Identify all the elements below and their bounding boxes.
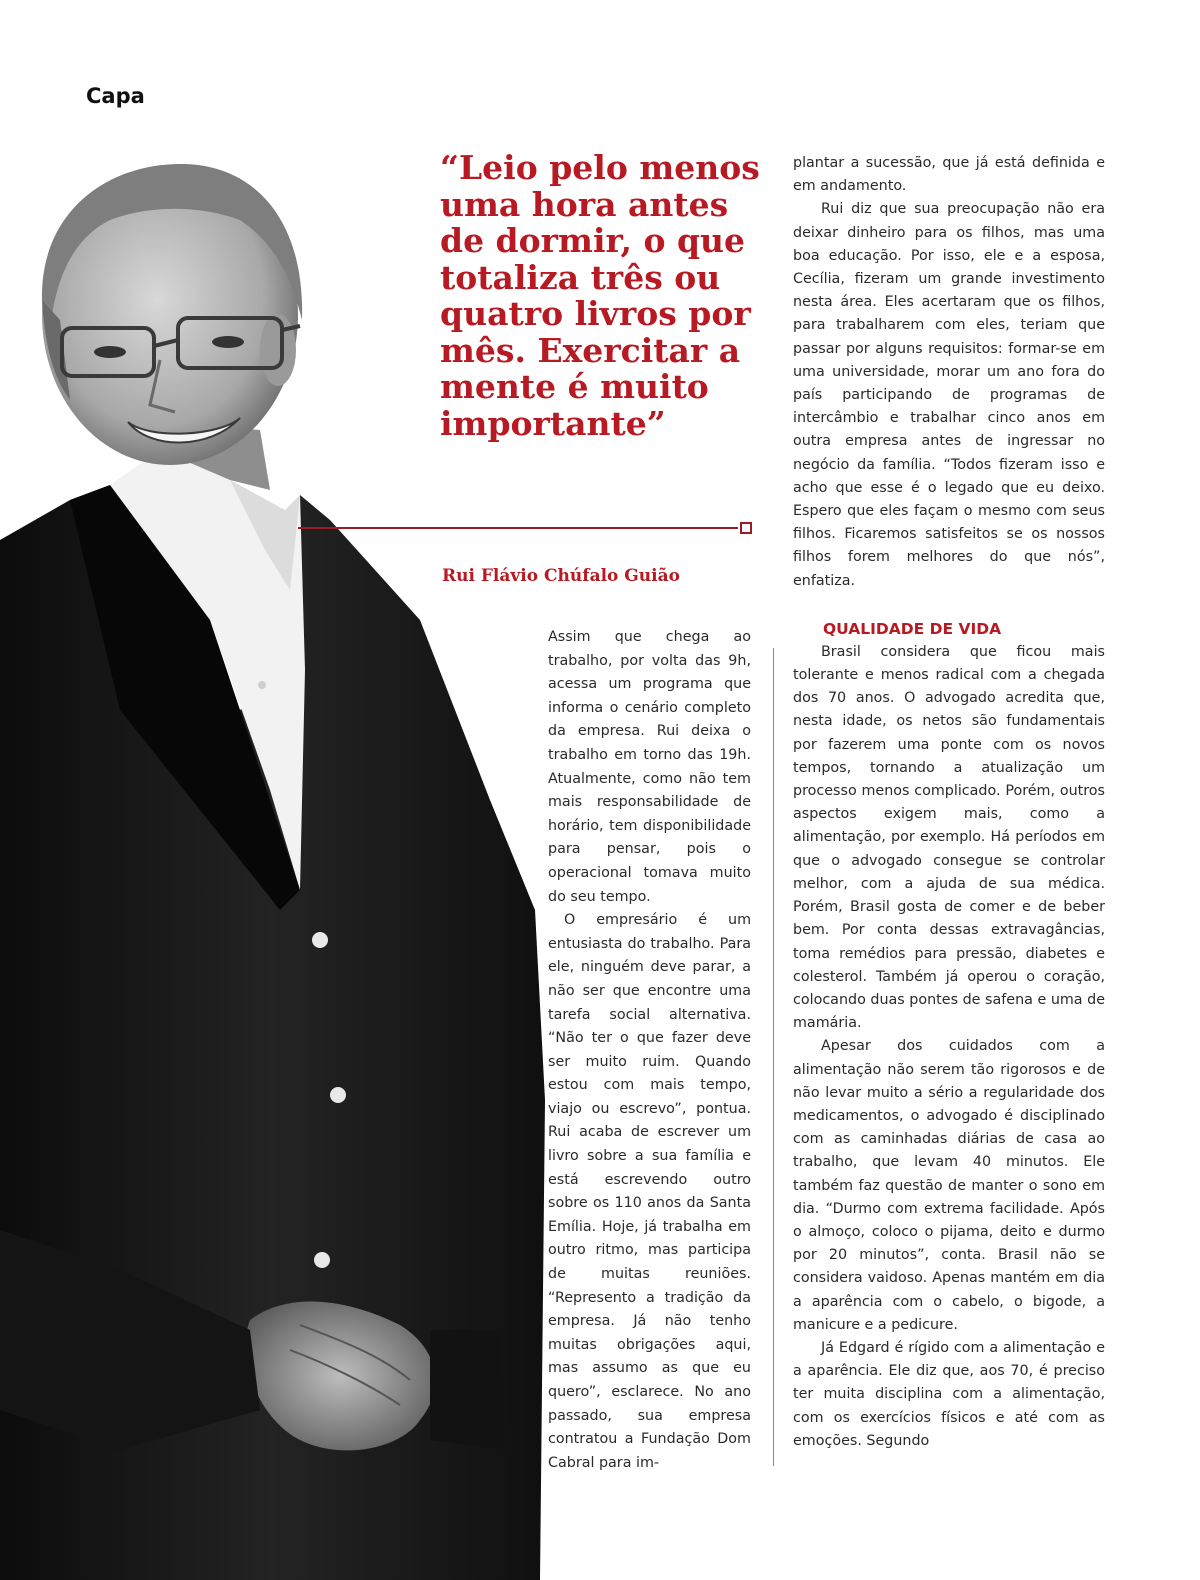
section-label: Capa [86, 84, 145, 108]
paragraph: Assim que chega ao trabalho, por volta das 9h, acessa um programa que informa o cenário completo da empresa. Rui deixa o trabalho em torno das 19h. Atualmente, como não tem mais responsabilidade de horário, tem disponibilidade para pensar, pois o operacional tomava muito do seu tempo. [548, 629, 751, 905]
paragraph: Já Edgard é rígido com a alimentação e a aparência. Ele diz que, aos 70, é preciso ter muita disciplina com a alimentação, com os exercícios físicos e até com as emoções. Segundo [793, 1339, 1105, 1449]
quote-divider-end [740, 522, 752, 534]
pull-quote: “Leio pelo menos uma hora antes de dormir, o que totaliza três ou quatro livros por mês. Exercitar a mente é muito importante” [440, 148, 760, 443]
paragraph: plantar a sucessão, que já está definida e em andamento. [793, 155, 1105, 195]
article-column-right [793, 152, 1105, 1453]
paragraph: Apesar dos cuidados com a alimentação não serem tão rigorosos e de não levar muito a sério a regularidade dos medicamentos, o advogado é disciplinado com as caminhadas diárias de casa ao trabalho, que levam 40 minutos. Ele também faz questão de manter o sono em dia. “Durmo com extrema facilidade. Após o almoço, coloco o pijama, deito e durmo por 20 minutos”, conta. Brasil não se considera vaidoso. Apenas mantém em dia a aparência com o cabelo, o bigode, a manicure e a pedicure. [793, 1038, 1105, 1333]
paragraph: Brasil considera que ficou mais tolerante e menos radical com a chegada dos 70 anos. O advogado acredita que, nesta idade, os netos são fundamentais por fazerem uma ponte com os novos tempos, tornando a atualização um processo menos complicado. Porém, outros aspectos exigem mais, como a alimentação, por exemplo. Há períodos em que o advogado consegue se controlar melhor, com a ajuda de sua médica. Porém, Brasil gosta de comer e de beber bem. Por conta dessas extravagâncias, toma remédios para pressão, diabetes e colesterol. Também já operou o coração, colocando duas pontes de safena e uma de mamária. [793, 643, 1105, 1032]
column-divider [773, 648, 774, 1466]
byline: Rui Flávio Chúfalo Guião [442, 566, 680, 586]
quote-divider [298, 527, 738, 529]
article-column-middle [548, 626, 751, 1475]
paragraph: Rui diz que sua preocupação não era deixar dinheiro para os filhos, mas uma boa educação. Por isso, ele e a esposa, Cecília, fizeram um grande investimento nesta área. Eles acertaram que os filhos, para trabalharem com eles, teriam que passar por alguns requisitos: formar-se em uma universidade, morar um ano fora do país participando de programas de intercâmbio e trabalhar cinco anos em outra empresa antes de ingressar no negócio da família. “Todos fizeram isso e acho que esse é o legado que eu deixo. Espero que eles façam o mesmo com seus filhos. Ficaremos satisfeitos se os nossos filhos forem melhores do que nós”, enfatiza. [793, 201, 1105, 589]
paragraph: O empresário é um entusiasta do trabalho. Para ele, ninguém deve parar, a não ser que encontre uma tarefa social alternativa. “Não ter o que fazer deve ser muito ruim. Quando estou com mais tempo, viajo ou escrevo”, pontua. Rui acaba de escrever um livro sobre a sua família e está escrevendo outro sobre os 110 anos da Santa Emília. Hoje, já trabalha em outro ritmo, mas participa de muitas reuniões. “Represento a tradição da empresa. Já não tenho muitas obrigações aqui, mas assumo as que eu quero”, esclarece. No ano passado, sua empresa contratou a Fundação Dom Cabral para im- [548, 912, 751, 1471]
subheading: QUALIDADE DE VIDA [823, 619, 1002, 638]
